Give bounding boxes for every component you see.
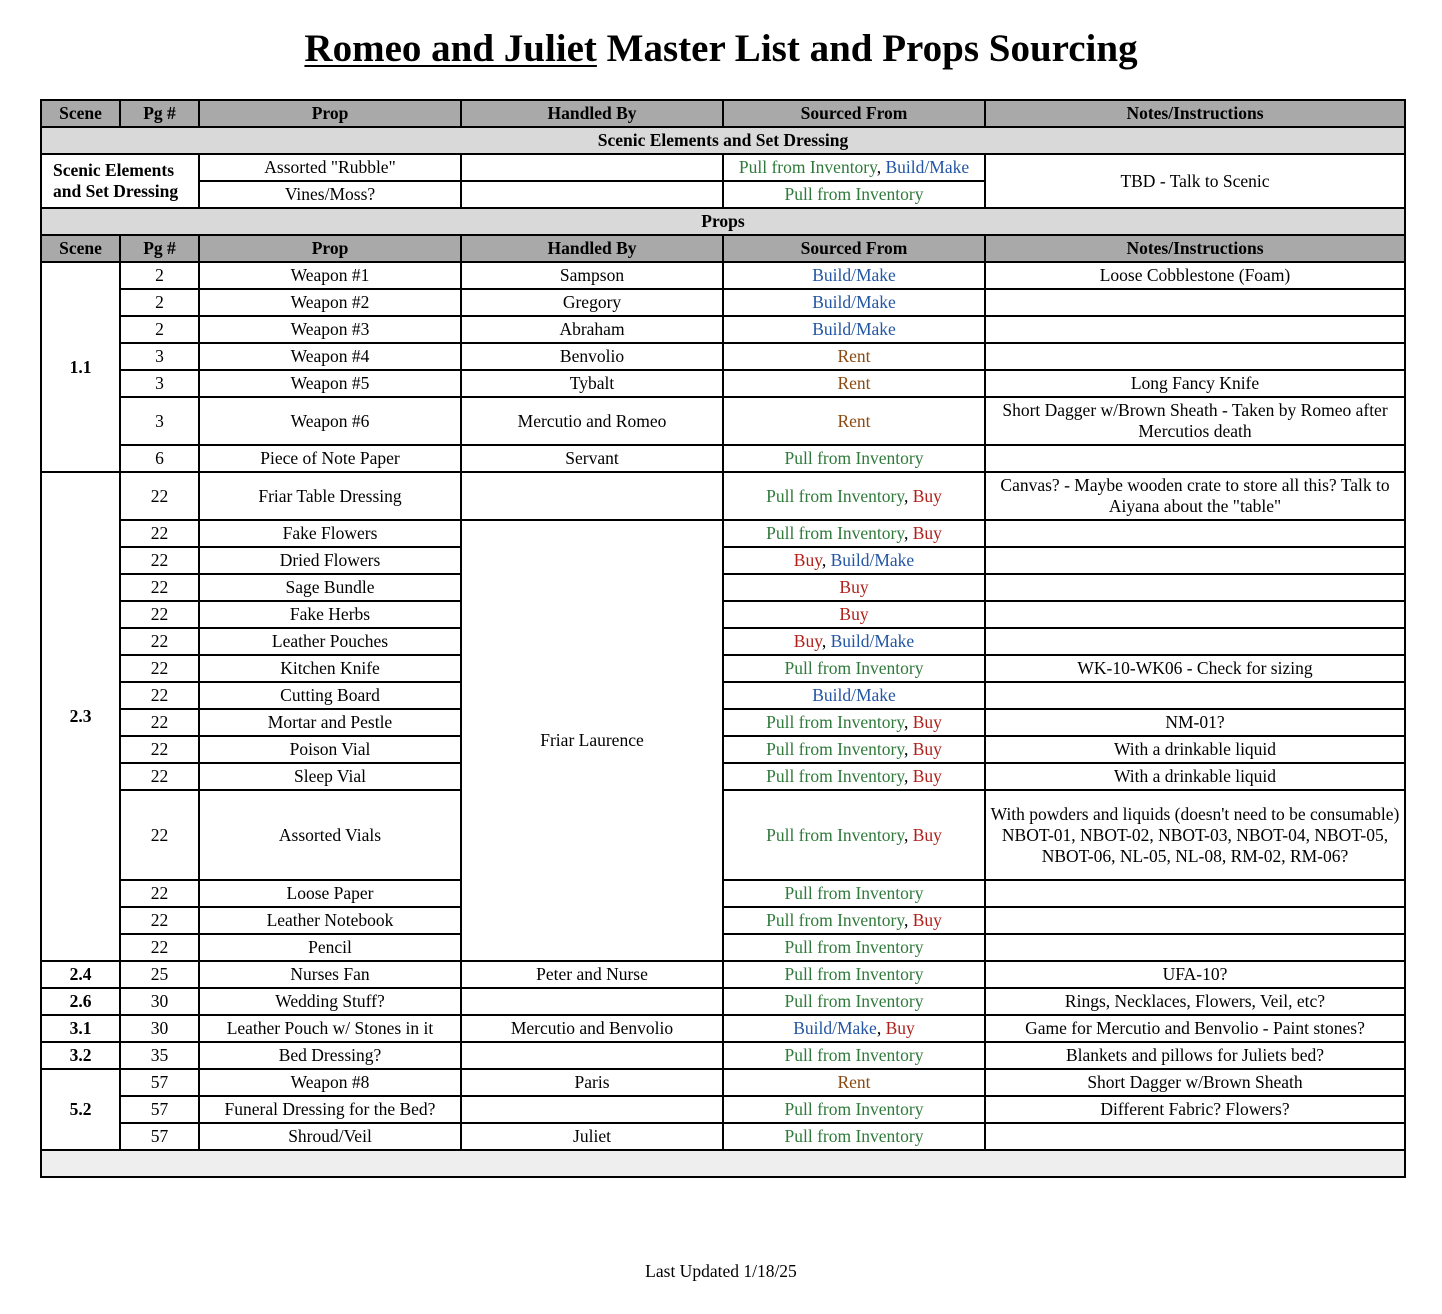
source-tag: Buy (793, 550, 822, 570)
prop-cell: Weapon #4 (199, 343, 461, 370)
page-number-cell: 22 (120, 763, 199, 790)
source-tag: Pull from Inventory (784, 184, 924, 204)
scene-cell: 2.3 (41, 472, 120, 961)
handled-by-cell (461, 1096, 723, 1123)
handled-by-cell: Tybalt (461, 370, 723, 397)
header-row (41, 100, 1405, 127)
header-handled-by: Handled By (461, 100, 723, 127)
sourced-from-cell (723, 397, 985, 445)
source-tag: Pull from Inventory (766, 910, 904, 930)
notes-cell (985, 343, 1405, 370)
notes-cell (985, 472, 1405, 520)
table-row (41, 316, 1405, 343)
sourced-from-cell (723, 262, 985, 289)
table-row (41, 1096, 1405, 1123)
footer-row (41, 1150, 1405, 1177)
header-sourced-from: Sourced From (723, 100, 985, 127)
sourced-from-cell (723, 655, 985, 682)
notes-cell (985, 1042, 1405, 1069)
prop-cell: Piece of Note Paper (199, 445, 461, 472)
prop-cell: Weapon #5 (199, 370, 461, 397)
source-tag: Buy (912, 739, 942, 759)
source-tag: Pull from Inventory (784, 448, 924, 468)
notes-cell (985, 988, 1405, 1015)
source-tag: Rent (837, 410, 871, 431)
source-tag: Build/Make (812, 292, 896, 312)
notes-text: NM-01? (1165, 712, 1225, 732)
sourced-from-cell (723, 682, 985, 709)
notes-cell (985, 1123, 1405, 1150)
prop-cell: Mortar and Pestle (199, 709, 461, 736)
notes-text: Short Dagger w/Brown Sheath - Taken by Romeo after Mercutios death (1002, 400, 1388, 441)
sourced-from-cell: Buy, Build/Make (723, 547, 985, 574)
scenic-scene-line2: and Set Dressing (53, 181, 179, 201)
scene-cell: 3.1 (41, 1015, 120, 1042)
notes-text: With powders and liquids (doesn't need to be consumable) (990, 803, 1400, 824)
page-number-cell: 22 (120, 628, 199, 655)
table-row (41, 289, 1405, 316)
prop-cell: Weapon #1 (199, 262, 461, 289)
source-tag: Pull from Inventory (784, 883, 924, 903)
prop-cell: Wedding Stuff? (199, 988, 461, 1015)
notes-cell (985, 289, 1405, 316)
page-number-cell: 22 (120, 655, 199, 682)
prop-cell: Weapon #8 (199, 1069, 461, 1096)
sourced-from-cell (723, 1069, 985, 1096)
sourced-from-cell: Pull from Inventory, Buy (723, 736, 985, 763)
scenic-scene-cell (41, 154, 199, 208)
notes-cell (985, 736, 1405, 763)
source-tag: Buy (912, 523, 942, 543)
page-number-cell: 2 (120, 316, 199, 343)
handled-by-cell (461, 181, 723, 208)
source-tag: Build/Make (793, 1018, 877, 1038)
notes-cell (985, 961, 1405, 988)
table-row (41, 934, 1405, 961)
header-page: Pg # (120, 100, 199, 127)
title-play-name: Romeo and Juliet (304, 27, 597, 70)
table-row (41, 343, 1405, 370)
source-tag: Buy (839, 577, 869, 597)
table-row (41, 1123, 1405, 1150)
prop-cell: Sleep Vial (199, 763, 461, 790)
sourced-from-cell: Pull from Inventory, Buy (723, 907, 985, 934)
page-number-cell: 3 (120, 343, 199, 370)
source-tag: Build/Make (885, 157, 970, 177)
notes-text: WK-10-WK06 - Check for sizing (1077, 658, 1313, 678)
page-number-cell: 22 (120, 682, 199, 709)
last-updated: Last Updated 1/18/25 (645, 1261, 797, 1281)
source-tag: Pull from Inventory (766, 485, 904, 506)
section-row-props (41, 208, 1405, 235)
prop-cell: Fake Herbs (199, 601, 461, 628)
page-number-cell: 3 (120, 397, 199, 445)
source-tag: Pull from Inventory (784, 1045, 924, 1065)
handled-by-cell: Servant (461, 445, 723, 472)
sourced-from-cell (723, 961, 985, 988)
table-row (41, 790, 1405, 880)
notes-text: Canvas? - Maybe wooden crate to store all this? Talk to Aiyana about the "table" (1000, 475, 1390, 516)
page-number-cell: 22 (120, 709, 199, 736)
sourced-from-cell (723, 574, 985, 601)
prop-cell: Leather Notebook (199, 907, 461, 934)
page-number-cell: 22 (120, 934, 199, 961)
source-tag: Pull from Inventory (784, 937, 924, 957)
header-handled-by: Handled By (461, 235, 723, 262)
source-tag: Buy (793, 631, 822, 651)
page-number-cell: 25 (120, 961, 199, 988)
prop-cell: Pencil (199, 934, 461, 961)
handled-by-cell: Paris (461, 1069, 723, 1096)
notes-cell (985, 790, 1405, 880)
table-row (41, 682, 1405, 709)
source-tag: Pull from Inventory (738, 157, 877, 177)
sourced-from-cell: Build/Make, Buy (723, 1015, 985, 1042)
sourced-from-cell (723, 601, 985, 628)
header-prop: Prop (199, 235, 461, 262)
notes-cell (985, 1015, 1405, 1042)
source-tag: Pull from Inventory (784, 991, 924, 1011)
page-number-cell: 2 (120, 289, 199, 316)
page-number-cell: 35 (120, 1042, 199, 1069)
notes-text: With a drinkable liquid (1113, 766, 1277, 786)
table-row (41, 907, 1405, 934)
source-tag: Pull from Inventory (766, 712, 904, 732)
notes-cell (985, 907, 1405, 934)
sourced-from-cell (723, 880, 985, 907)
prop-cell: Fake Flowers (199, 520, 461, 547)
prop-cell: Bed Dressing? (199, 1042, 461, 1069)
title-rest: Master List and Props Sourcing (596, 27, 1138, 70)
source-tag: Pull from Inventory (784, 964, 924, 984)
notes-text: Short Dagger w/Brown Sheath (1087, 1072, 1303, 1092)
header-scene: Scene (41, 100, 120, 127)
sourced-from-cell: Pull from Inventory, Buy (723, 709, 985, 736)
page-number-cell: 57 (120, 1123, 199, 1150)
page-title (0, 26, 1442, 71)
notes-text: With a drinkable liquid (1113, 739, 1277, 759)
sourced-from-cell: Pull from Inventory, Buy (723, 790, 985, 880)
notes-cell (985, 574, 1405, 601)
source-tag: Build/Make (830, 550, 915, 570)
page-number-cell: 30 (120, 1015, 199, 1042)
scene-cell: 5.2 (41, 1069, 120, 1150)
notes-cell (985, 1069, 1405, 1096)
sourced-from-cell: Buy, Build/Make (723, 628, 985, 655)
sourced-from-cell (723, 1123, 985, 1150)
header-row (41, 235, 1405, 262)
handled-by-cell (461, 472, 723, 520)
header-notes: Notes/Instructions (985, 235, 1405, 262)
table-row (41, 961, 1405, 988)
page-number-cell: 22 (120, 907, 199, 934)
table-row (41, 655, 1405, 682)
table-row (41, 154, 1405, 181)
handled-by-cell: Sampson (461, 262, 723, 289)
notes-text: Loose Cobblestone (Foam) (1099, 265, 1291, 285)
table-row (41, 709, 1405, 736)
notes-cell (985, 880, 1405, 907)
notes-text: Rings, Necklaces, Flowers, Veil, etc? (1064, 991, 1326, 1011)
prop-cell: Cutting Board (199, 682, 461, 709)
source-tag: Build/Make (812, 319, 896, 339)
source-tag: Buy (885, 1018, 915, 1038)
handled-by-cell: Mercutio and Benvolio (461, 1015, 723, 1042)
page-number-cell: 3 (120, 370, 199, 397)
table-row (41, 988, 1405, 1015)
handled-by-cell: Juliet (461, 1123, 723, 1150)
source-tag: Pull from Inventory (766, 824, 904, 845)
source-tag: Pull from Inventory (766, 739, 904, 759)
notes-cell (985, 1096, 1405, 1123)
sourced-from-cell (723, 1042, 985, 1069)
scene-cell: 3.2 (41, 1042, 120, 1069)
source-tag: Pull from Inventory (766, 523, 904, 543)
page-number-cell: 57 (120, 1069, 199, 1096)
prop-cell: Weapon #3 (199, 316, 461, 343)
table-row (41, 547, 1405, 574)
prop-cell: Shroud/Veil (199, 1123, 461, 1150)
notes-text-item-codes: NBOT-01, NBOT-02, NBOT-03, NBOT-04, NBOT-05, NBOT-06, NL-05, NL-08, RM-02, RM-06? (1001, 824, 1389, 866)
header-sourced-from: Sourced From (723, 235, 985, 262)
handled-by-cell (461, 154, 723, 181)
notes-cell (985, 370, 1405, 397)
prop-cell: Leather Pouch w/ Stones in it (199, 1015, 461, 1042)
notes-text: UFA-10? (1162, 964, 1228, 984)
page-number-cell: 22 (120, 472, 199, 520)
source-tag: Pull from Inventory (784, 1099, 924, 1119)
notes-cell (985, 709, 1405, 736)
prop-cell: Assorted Vials (199, 790, 461, 880)
notes-text: Blankets and pillows for Juliets bed? (1065, 1045, 1325, 1065)
handled-by-cell: Benvolio (461, 343, 723, 370)
prop-cell: Loose Paper (199, 880, 461, 907)
notes-cell (985, 628, 1405, 655)
notes-cell (985, 601, 1405, 628)
notes-cell (985, 397, 1405, 445)
scene-cell: 2.4 (41, 961, 120, 988)
source-tag: Rent (837, 346, 871, 366)
table-row (41, 445, 1405, 472)
page-number-cell: 22 (120, 790, 199, 880)
notes-cell (985, 262, 1405, 289)
source-tag: Buy (912, 712, 942, 732)
prop-cell: Dried Flowers (199, 547, 461, 574)
prop-cell: Vines/Moss? (199, 181, 461, 208)
source-tag: Build/Make (812, 265, 896, 285)
handled-by-cell: Mercutio and Romeo (461, 397, 723, 445)
table-row (41, 370, 1405, 397)
sourced-from-cell (723, 289, 985, 316)
scene-cell: 2.6 (41, 988, 120, 1015)
table-row (41, 1015, 1405, 1042)
page-number-cell: 22 (120, 601, 199, 628)
sourced-from-cell: Pull from Inventory, Buy (723, 520, 985, 547)
table-row (41, 880, 1405, 907)
prop-cell: Funeral Dressing for the Bed? (199, 1096, 461, 1123)
notes-cell (985, 655, 1405, 682)
table-row (41, 472, 1405, 520)
sourced-from-cell: Pull from Inventory, Buy (723, 472, 985, 520)
section-row-scenic (41, 127, 1405, 154)
footer-cell (41, 1150, 1405, 1177)
prop-cell: Assorted "Rubble" (199, 154, 461, 181)
page-number-cell: 57 (120, 1096, 199, 1123)
page-number-cell: 22 (120, 574, 199, 601)
sourced-from-cell: Pull from Inventory, Build/Make (723, 154, 985, 181)
notes-cell (985, 520, 1405, 547)
handled-by-cell (461, 988, 723, 1015)
prop-cell: Kitchen Knife (199, 655, 461, 682)
source-tag: Rent (837, 1072, 871, 1092)
source-tag: Pull from Inventory (784, 1126, 924, 1146)
page-number-cell: 6 (120, 445, 199, 472)
table-row (41, 520, 1405, 547)
notes-cell (985, 934, 1405, 961)
scenic-scene-line1: Scenic Elements (53, 160, 175, 180)
handled-by-cell: Gregory (461, 289, 723, 316)
source-tag: Buy (912, 485, 942, 506)
section-title-props: Props (41, 208, 1405, 235)
page-number-cell: 22 (120, 547, 199, 574)
notes-cell (985, 763, 1405, 790)
prop-cell: Weapon #6 (199, 397, 461, 445)
table-row (41, 736, 1405, 763)
prop-cell: Friar Table Dressing (199, 472, 461, 520)
table-row (41, 262, 1405, 289)
header-notes: Notes/Instructions (985, 100, 1405, 127)
page-number-cell: 2 (120, 262, 199, 289)
props-table (40, 99, 1406, 1178)
sourced-from-cell (723, 934, 985, 961)
props-table-body (41, 100, 1405, 1177)
prop-cell: Nurses Fan (199, 961, 461, 988)
table-row (41, 574, 1405, 601)
notes-text: Game for Mercutio and Benvolio - Paint stones? (1025, 1018, 1365, 1038)
prop-cell: Sage Bundle (199, 574, 461, 601)
header-page: Pg # (120, 235, 199, 262)
table-row (41, 763, 1405, 790)
sourced-from-cell (723, 988, 985, 1015)
source-tag: Rent (837, 373, 871, 393)
notes-text: Long Fancy Knife (1130, 373, 1260, 393)
prop-cell: Leather Pouches (199, 628, 461, 655)
source-tag: Build/Make (812, 685, 896, 705)
source-tag: Buy (912, 824, 942, 845)
table-row (41, 1069, 1405, 1096)
sourced-from-cell (723, 370, 985, 397)
page-number-cell: 22 (120, 520, 199, 547)
page-number-cell: 22 (120, 880, 199, 907)
header-scene: Scene (41, 235, 120, 262)
handled-by-cell: Friar Laurence (461, 520, 723, 961)
notes-cell (985, 547, 1405, 574)
table-row (41, 397, 1405, 445)
handled-by-cell: Abraham (461, 316, 723, 343)
source-tag: Pull from Inventory (784, 658, 924, 678)
sourced-from-cell (723, 343, 985, 370)
sourced-from-cell (723, 1096, 985, 1123)
source-tag: Buy (912, 910, 942, 930)
table-row (41, 601, 1405, 628)
table-row (41, 628, 1405, 655)
header-prop: Prop (199, 100, 461, 127)
source-tag: Build/Make (830, 631, 915, 651)
notes-cell: TBD - Talk to Scenic (985, 154, 1405, 208)
page-number-cell: 22 (120, 736, 199, 763)
source-tag: Pull from Inventory (766, 766, 904, 786)
sourced-from-cell (723, 316, 985, 343)
source-tag: Buy (839, 604, 869, 624)
sourced-from-cell (723, 181, 985, 208)
handled-by-cell (461, 1042, 723, 1069)
handled-by-cell: Peter and Nurse (461, 961, 723, 988)
notes-cell (985, 316, 1405, 343)
section-title-scenic: Scenic Elements and Set Dressing (41, 127, 1405, 154)
page-number-cell: 30 (120, 988, 199, 1015)
notes-cell (985, 682, 1405, 709)
notes-text: Different Fabric? Flowers? (1100, 1099, 1290, 1119)
sourced-from-cell (723, 445, 985, 472)
table-row (41, 1042, 1405, 1069)
scene-cell: 1.1 (41, 262, 120, 472)
prop-cell: Weapon #2 (199, 289, 461, 316)
prop-cell: Poison Vial (199, 736, 461, 763)
source-tag: Buy (912, 766, 942, 786)
notes-cell (985, 445, 1405, 472)
sourced-from-cell: Pull from Inventory, Buy (723, 763, 985, 790)
